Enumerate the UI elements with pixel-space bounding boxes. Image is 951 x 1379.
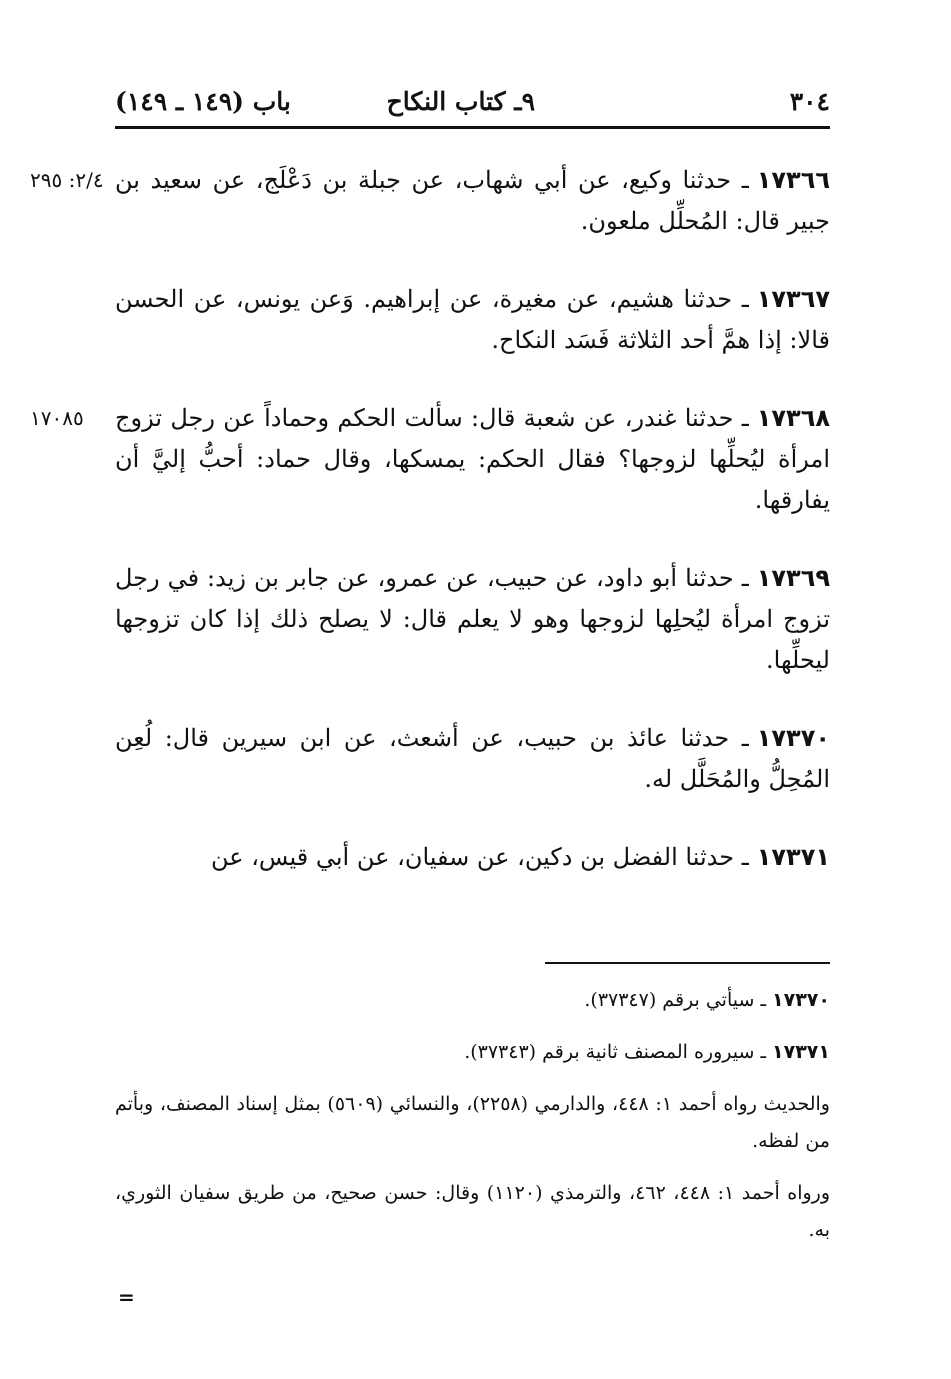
margin-reference: ١٧٠٨٥ [30,406,84,430]
hadith-text: ـ حدثنا عائذ بن حبيب، عن أشعث، عن ابن سيرين قال: لُعِن المُحِلُّ والمُحَلَّل له. [115,724,830,793]
hadith-text: ـ حدثنا أبو داود، عن حبيب، عن عمرو، عن جابر بن زيد: في رجل تزوج امرأة ليُحلِها لزوجها وهو لا يعلم قال: لا يصلح ذلك إذا كان تزوجها ليحلِّها. [115,564,830,674]
hadith-number: ١٧٣٦٨ [756,404,830,432]
footnote [115,1175,830,1249]
hadith-text: ـ حدثنا وكيع، عن أبي شهاب، عن جبلة بن دَعْلَج، عن سعيد بن جبير قال: المُحلِّل ملعون. [115,166,830,235]
hadith-number: ١٧٣٧٠ [756,724,830,752]
hadith-text: ـ حدثنا غندر، عن شعبة قال: سألت الحكم وحماداً عن رجل تزوج امرأة ليُحلِّها لزوجها؟ فقال الحكم: يمسكها، وقال حماد: أحبُّ إليَّ أن يفارقها. [115,404,830,514]
hadith-number: ١٧٣٦٦ [756,166,830,194]
hadith-number: ١٧٣٦٩ [756,564,830,592]
book-title: ٩ـ كتاب النكاح [386,87,535,116]
footnote [115,1086,830,1160]
footnote-number: ١٧٣٧٠ [772,989,830,1011]
page-number: ٣٠٤ [789,87,830,116]
chapter-title: باب (١٤٩ ـ ١٤٩) [115,87,291,116]
hadith-entry [115,558,830,681]
footnote [115,1034,830,1071]
footnote-text: ـ سيروره المصنف ثانية برقم (٣٧٣٤٣). [464,1041,767,1063]
footnote [115,982,830,1019]
footnote-number: ١٧٣٧١ [772,1041,830,1063]
footnote-text: ـ سيأتي برقم (٣٧٣٤٧). [584,989,767,1011]
hadith-text: ـ حدثنا الفضل بن دكين، عن سفيان، عن أبي قيس، عن [210,843,749,871]
footnotes [115,982,830,1264]
hadith-number: ١٧٣٧١ [756,843,830,871]
footnote-text: والحديث رواه أحمد ١: ٤٤٨، والدارمي (٢٢٥٨)، والنسائي (٥٦٠٩) بمثل إسناد المصنف، وبأتم من لفظه. [115,1093,830,1152]
page-header [115,82,830,122]
hadith-entry [30,160,830,242]
hadith-entry [115,718,830,800]
footnote-divider [545,962,830,964]
footnote-text: ورواه أحمد ١: ٤٤٨، ٤٦٢، والترمذي (١١٢٠) وقال: حسن صحيح، من طريق سفيان الثوري، به. [115,1182,831,1241]
hadith-entry [115,279,830,361]
continuation-mark: = [118,1285,135,1309]
hadith-entry [115,837,830,878]
main-text [30,160,830,915]
hadith-entry [30,398,830,521]
header-divider [115,126,830,129]
hadith-number: ١٧٣٦٧ [756,285,830,313]
margin-reference: ٢/٤: ٢٩٥ [30,168,104,192]
hadith-text: ـ حدثنا هشيم، عن مغيرة، عن إبراهيم. وَعن يونس، عن الحسن قالا: إذا همَّ أحد الثلاثة فَسَد النكاح. [115,285,830,354]
